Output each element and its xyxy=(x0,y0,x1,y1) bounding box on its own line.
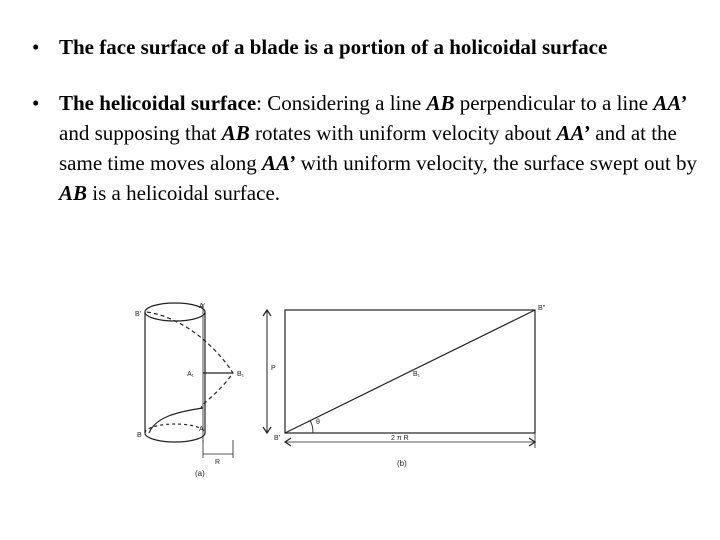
label-a-prime-top: A' xyxy=(199,303,206,310)
label-b1-diagonal: B₁ xyxy=(413,371,421,378)
helix-development-diagonal xyxy=(285,310,535,433)
bullet-list xyxy=(32,32,702,208)
figure-drawing xyxy=(135,288,575,478)
bullet-marker: • xyxy=(32,35,40,59)
label-b-double-prime: B'' xyxy=(538,305,546,312)
label-b1: B₁ xyxy=(237,371,245,378)
bullet-item-1 xyxy=(32,32,702,62)
label-a-bottom: A xyxy=(199,426,204,433)
label-theta: θ xyxy=(316,419,320,426)
label-two-pi-r: 2 π R xyxy=(391,435,409,442)
text-segment: perpendicular to a line xyxy=(454,91,654,115)
text-segment: AA’ xyxy=(556,121,590,145)
caption-a: (a) xyxy=(195,469,205,478)
bullet-item-2 xyxy=(32,88,702,208)
caption-b: (b) xyxy=(397,459,407,468)
label-r: R xyxy=(215,459,221,466)
bullet-marker: • xyxy=(32,91,40,115)
label-a1: A₁ xyxy=(187,371,195,378)
text-segment: AA’ xyxy=(653,91,687,115)
bullet-text xyxy=(59,35,607,59)
text-segment: The helicoidal surface xyxy=(59,91,257,115)
text-segment: and supposing that xyxy=(59,121,222,145)
developed-rectangle-diagram xyxy=(285,310,535,448)
label-b-bottom: B xyxy=(137,432,142,439)
text-segment: AA’ xyxy=(261,151,296,175)
label-p: P xyxy=(271,365,276,372)
helix-back-curve xyxy=(147,312,233,408)
cylinder-diagram xyxy=(145,303,233,458)
bullet-text xyxy=(59,91,697,205)
helicoidal-surface-figure xyxy=(135,288,575,478)
text-segment: AB xyxy=(221,121,250,145)
text-segment: and at the same time moves along xyxy=(59,121,677,175)
text-segment: rotates with uniform velocity about xyxy=(249,121,557,145)
text-segment: is a helicoidal surface. xyxy=(87,181,281,205)
text-segment: The face surface of a blade is a portion of a holicoidal surface xyxy=(59,35,608,59)
text-segment: : Considering a line xyxy=(256,91,427,115)
text-segment: with uniform velocity, the surface swept out by xyxy=(295,151,698,175)
cylinder-bottom-front xyxy=(145,433,205,442)
text-segment: AB xyxy=(59,181,88,205)
label-b-prime-bottom: B' xyxy=(274,435,281,442)
cylinder-top-ellipse xyxy=(145,303,205,321)
pitch-dimension xyxy=(263,310,271,433)
text-segment: AB xyxy=(426,91,455,115)
helix-front-curve xyxy=(149,408,203,433)
label-b-prime-top: B' xyxy=(135,311,142,318)
theta-arc xyxy=(310,420,313,433)
